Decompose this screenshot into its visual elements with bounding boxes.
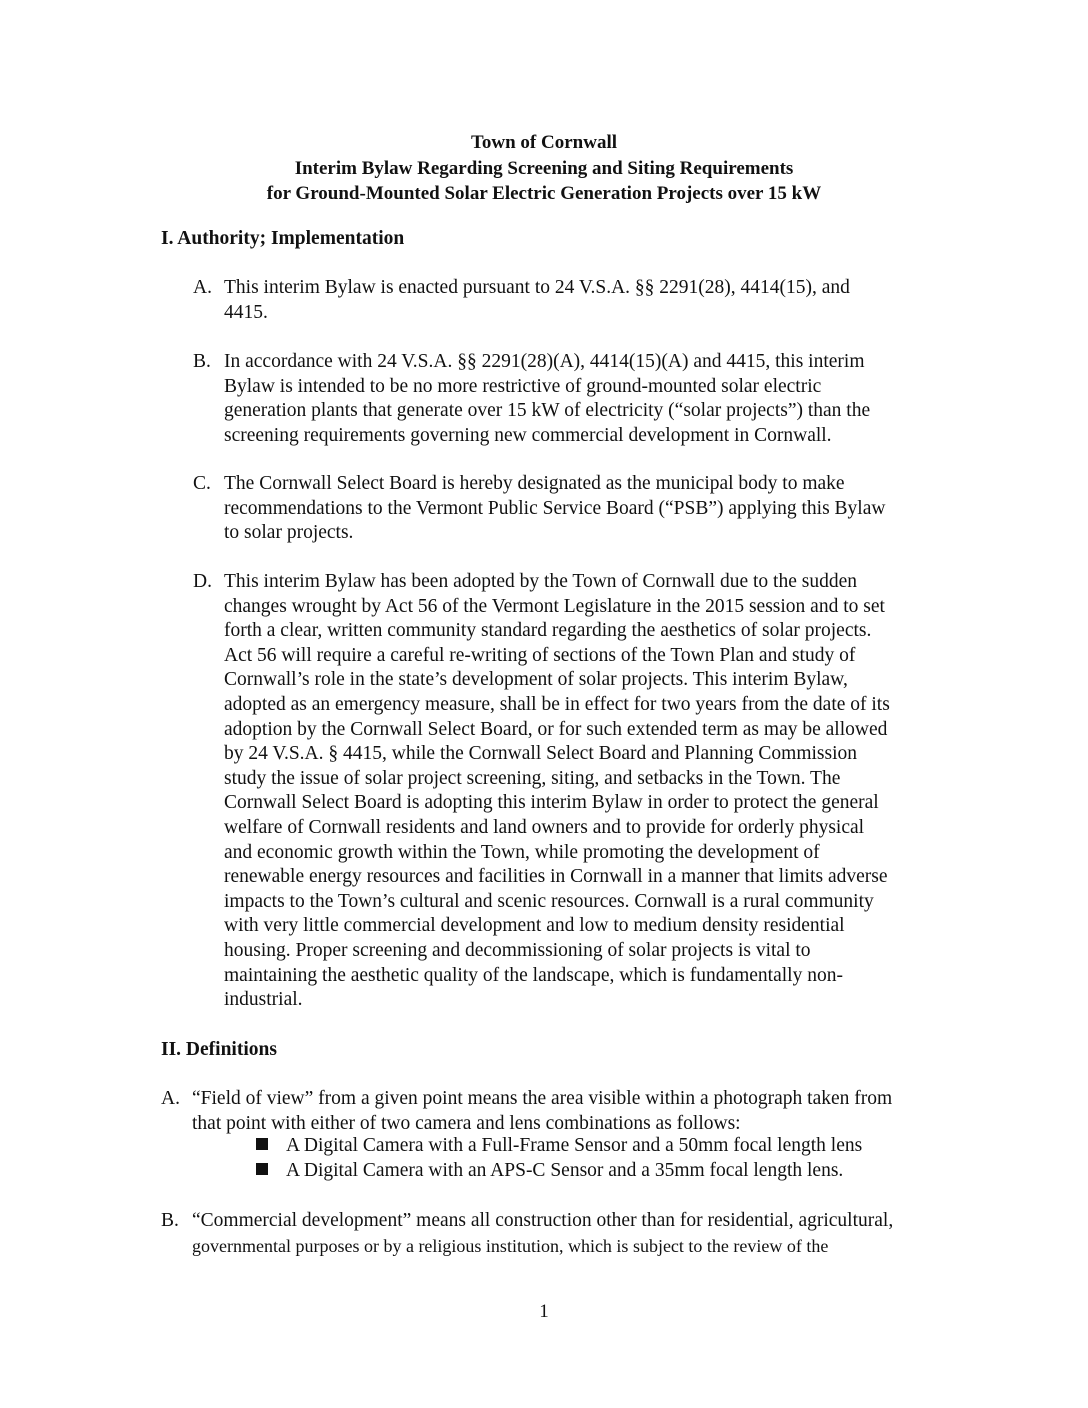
paragraph-line: recommendations to the Vermont Public Service Board (“PSB”) applying this Bylaw <box>224 497 886 519</box>
paragraph-line: study the issue of solar project screening, siting, and setbacks in the Town. The <box>224 767 841 789</box>
section-heading-definitions: II. Definitions <box>161 1039 277 1060</box>
section-heading-authority: I. Authority; Implementation <box>161 228 405 249</box>
paragraph-line: welfare of Cornwall residents and land owners and to provide for orderly physical <box>224 816 865 838</box>
paragraph-line: Bylaw is intended to be no more restrictive of ground-mounted solar electric <box>224 375 822 397</box>
paragraph-line: screening requirements governing new commercial development in Cornwall. <box>224 424 832 446</box>
paragraph-line: renewable energy resources and facilities in Cornwall in a manner that limits adverse <box>224 866 888 888</box>
paragraph-line: generation plants that generate over 15 kW of electricity (“solar projects”) than the <box>224 400 871 422</box>
paragraph-line: Act 56 will require a careful re-writing of sections of the Town Plan and study of <box>224 644 856 666</box>
paragraph-line: and economic growth within the Town, while promoting the development of <box>224 841 820 863</box>
paragraph-line: that point with either of two camera and lens combinations as follows: <box>192 1112 741 1134</box>
item-marker: B. <box>193 351 211 372</box>
paragraph-line: Cornwall’s role in the state’s development of solar projects. This interim Bylaw, <box>224 669 848 691</box>
paragraph-line: with very little commercial development and low to medium density residential <box>224 915 845 937</box>
paragraph-line: Cornwall Select Board is adopting this interim Bylaw in order to protect the general <box>224 792 879 814</box>
paragraph-line: by 24 V.S.A. § 4415, while the Cornwall Select Board and Planning Commission <box>224 743 858 765</box>
item-marker: C. <box>193 473 211 494</box>
paragraph-line: changes wrought by Act 56 of the Vermont Legislature in the 2015 session and to set <box>224 595 885 617</box>
paragraph-line: In accordance with 24 V.S.A. §§ 2291(28)(A), 4414(15)(A) and 4415, this interim <box>224 351 865 372</box>
paragraph-line: adopted as an emergency measure, shall be in effect for two years from the date of its <box>224 693 890 715</box>
title-line: for Ground-Mounted Solar Electric Generation Projects over 15 kW <box>266 183 822 204</box>
paragraph-line: 4415. <box>224 301 268 323</box>
bullet-text: A Digital Camera with an APS-C Sensor and a 35mm focal length lens. <box>286 1160 844 1181</box>
bullet-item <box>256 1135 862 1157</box>
paragraph-line: This interim Bylaw is enacted pursuant to 24 V.S.A. §§ 2291(28), 4414(15), and <box>224 277 850 298</box>
bullet-text: A Digital Camera with a Full-Frame Sensor and a 50mm focal length lens <box>286 1135 863 1156</box>
title-line: Interim Bylaw Regarding Screening and Siting Requirements <box>294 157 794 179</box>
square-bullet-icon <box>256 1163 268 1175</box>
paragraph-line: This interim Bylaw has been adopted by the Town of Cornwall due to the sudden <box>224 571 857 592</box>
paragraph-line: maintaining the aesthetic quality of the landscape, which is fundamentally non- <box>224 964 843 986</box>
item-marker: D. <box>193 571 212 592</box>
paragraph-line: forth a clear, written community standard regarding the aesthetics of solar projects. <box>224 620 872 642</box>
item-marker: B. <box>161 1210 179 1231</box>
paragraph-line: to solar projects. <box>224 522 354 544</box>
paragraph-line: The Cornwall Select Board is hereby designated as the municipal body to make <box>224 473 845 494</box>
item-marker: A. <box>193 277 212 298</box>
paragraph-line: adoption by the Cornwall Select Board, or for such extended term as may be allowed <box>224 718 888 740</box>
paragraph-line: “Field of view” from a given point means the area visible within a photograph taken from <box>192 1088 893 1109</box>
page-number: 1 <box>539 1301 549 1322</box>
paragraph-line: industrial. <box>224 989 303 1011</box>
bullet-item <box>256 1160 843 1182</box>
paragraph-line: “Commercial development” means all construction other than for residential, agricultural, <box>192 1210 894 1231</box>
paragraph-line: impacts to the Town’s cultural and scenic resources. Cornwall is a rural community <box>224 890 874 912</box>
paragraph-line: governmental purposes or by a religious institution, which is subject to the review of the <box>192 1235 829 1256</box>
paragraph-line: housing. Proper screening and decommissioning of solar projects is vital to <box>224 939 811 961</box>
item-marker: A. <box>161 1088 180 1109</box>
document-title <box>0 130 1088 207</box>
title-line: Town of Cornwall <box>470 132 618 153</box>
square-bullet-icon <box>256 1138 268 1150</box>
